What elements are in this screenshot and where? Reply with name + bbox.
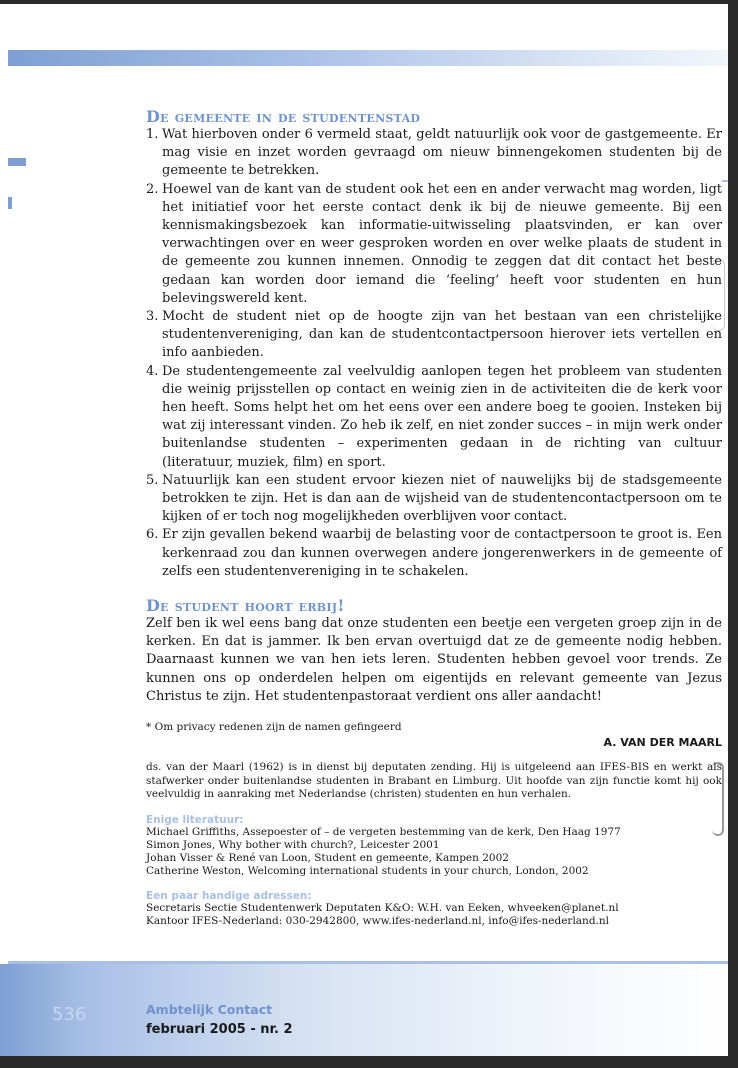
literature-item: Michael Griffiths, Assepoester of – de vergeten bestemming van de kerk, Den Haag 1977 — [146, 825, 621, 838]
list-item — [146, 363, 722, 472]
list-item-text: Wat hierboven onder 6 vermeld staat, geldt natuurlijk ook voor de gastgemeente. Er mag visie en inzet worden gevraagd om nieuw binnengekomen studenten bij de gemeente te betrekken. — [162, 127, 722, 179]
publication-issue: februari 2005 - nr. 2 — [146, 1022, 293, 1037]
address-item: Secretaris Sectie Studentenwerk Deputaten K&O: W.H. van Eeken, whveeken@planet.nl — [146, 901, 619, 914]
literature-item: Simon Jones, Why bother with church?, Leicester 2001 — [146, 838, 440, 851]
list-item-text: De studentengemeente zal veelvuldig aanlopen tegen het probleem van studenten die weinig prijsstellen op contact en weinig zien in de activiteiten die de kerk voor hen heeft. Soms helpt het om het eens over een andere boeg te gooien. Insteken bij wat zij interessant vinden. Zo heb ik zelf, en niet zonder succes – in mijn werk onder buitenlandse studenten – experimenten gedaan in de richting van cultuur (literatuur, muziek, film) en sport. — [162, 363, 722, 470]
list-item — [146, 308, 722, 363]
list-item-text: Natuurlijk kan een student ervoor kiezen niet of nauwelijks bij de stadsgemeente betrokken te zijn. Het is dan aan de wijsheid van de studentencontactpersoon om te kijken of er toch nog mogelijkheden overblijven voor contact. — [162, 472, 722, 525]
list-number: 6. — [146, 527, 159, 543]
header-color-band — [8, 50, 728, 66]
list-number: 3. — [146, 309, 159, 325]
numbered-list — [146, 126, 722, 581]
author-bio: ds. van der Maarl (1962) is in dienst bij deputaten zending. Hij is uitgeleend aan IFES-BIS en werkt als stafwerker onder buitenlandse studenten in Brabant en Limburg. Uit hoofde van zijn functie komt hij ook veelvuldig in aanraking met Nederlandse (christen) studenten en hun verhalen. — [146, 761, 722, 801]
list-number: 1. — [146, 127, 159, 142]
list-item-text: Er zijn gevallen bekend waarbij de belasting voor de contactpersoon te groot is. Een kerkenraad zou dan kunnen overwegen andere jongerenwerkers in de gemeente of zelfs een studentenvereniging in te schakelen. — [162, 527, 722, 579]
author-name: A. VAN DER MAARL — [603, 736, 722, 750]
section-heading: De student hoort erbij! — [146, 596, 345, 616]
footnote: * Om privacy redenen zijn de namen gefingeerd — [146, 721, 402, 734]
list-item — [146, 181, 722, 308]
margin-marker — [8, 197, 12, 209]
list-item — [146, 526, 722, 581]
margin-marker — [8, 158, 26, 166]
list-item — [146, 126, 722, 181]
list-item-text: Mocht de student niet op de hoogte zijn van het bestaan van een christelijke studentenvereniging, dan kan de studentcontactpersoon hierover iets vertellen en info aanbieden. — [162, 309, 722, 361]
page-number: 536 — [52, 1004, 87, 1025]
list-item-text: Hoewel van de kant van de student ook het een en ander verwacht mag worden, ligt het initiatief voor het eerste contact denk ik bij de nieuwe gemeente. Bij een kennismakingsbezoek kan informatie-uitwisseling plaatsvinden, er kan over verwachtingen over en weer gesproken worden en over welke plaats de student in de gemeente zou kunnen innemen. Onnodig te zeggen dat dit contact het beste gedaan kan worden door iemand die ‘feeling’ heeft voor studenten en hun belevingswereld kent. — [162, 181, 722, 306]
list-number: 2. — [146, 181, 159, 197]
article-body — [146, 108, 722, 928]
list-number: 5. — [146, 472, 159, 488]
literature-item: Johan Visser & René van Loon, Student en gemeente, Kampen 2002 — [146, 851, 509, 864]
list-number: 4. — [146, 363, 159, 379]
footer-band — [0, 964, 728, 1056]
section-heading: De gemeente in de studentenstad — [146, 107, 421, 126]
closing-paragraph: Zelf ben ik wel eens bang dat onze studenten een beetje een vergeten groep zijn in de kerken. En dat is jammer. Ik ben ervan overtuigd dat ze de gemeente nodig hebben. Daarnaast kunnen we van hen iets leren. Studenten hebben gevoel voor trends. Ze kunnen ons op onderdelen helpen om eigentijds en relevant gemeente van Jezus Christus te zijn. Het studentenpastoraat verdient ons aller aandacht! — [146, 616, 722, 704]
margin-marker — [722, 180, 728, 182]
list-item — [146, 472, 722, 527]
address-item: Kantoor IFES-Nederland: 030-2942800, www.ifes-nederland.nl, info@ifes-nederland.nl — [146, 914, 609, 927]
document-page — [0, 4, 728, 1056]
addresses-heading: Een paar handige adressen: — [146, 889, 312, 902]
literature-item: Catherine Weston, Welcoming international students in your church, London, 2002 — [146, 864, 589, 877]
literature-heading: Enige literatuur: — [146, 813, 244, 826]
publication-title: Ambtelijk Contact — [146, 1002, 273, 1017]
